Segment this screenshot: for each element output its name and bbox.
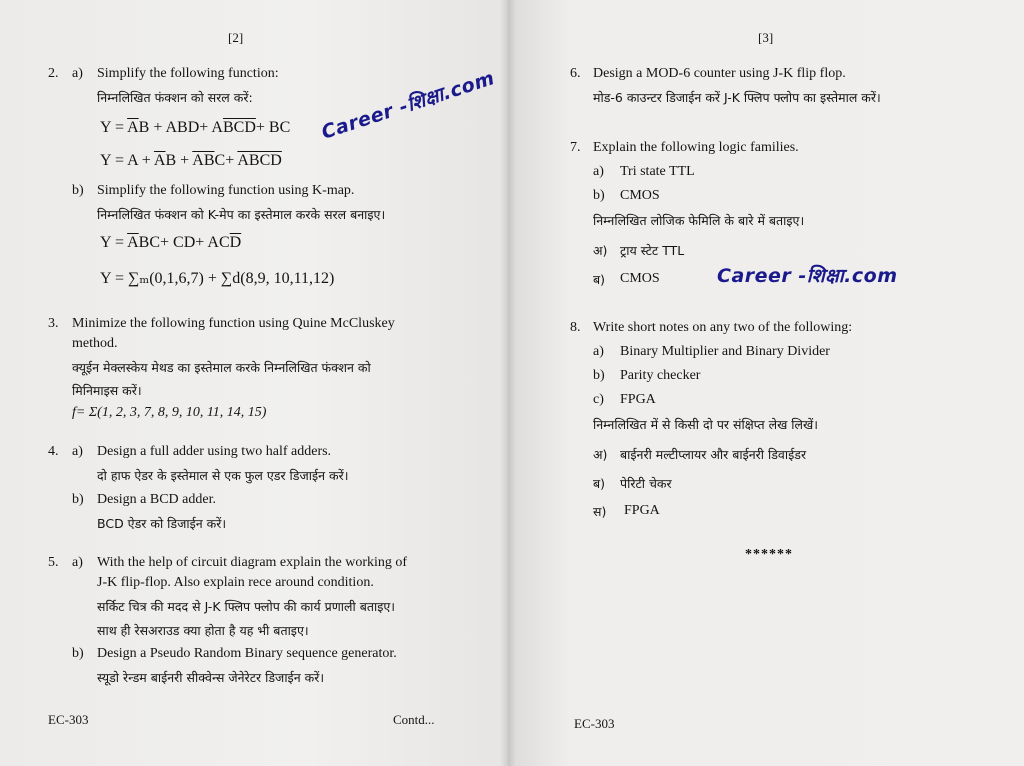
q8-hi-b-text: पेरिटी चेकर xyxy=(620,476,672,491)
q7-hi-a-text: ट्राय स्टेट TTL xyxy=(620,243,685,258)
q8-text-en: Write short notes on any two of the following: xyxy=(593,320,853,335)
q7b-label: b) xyxy=(593,188,605,203)
page-number-right: [3] xyxy=(758,30,774,45)
q5a-text-en-2: J-K flip-flop. Also explain rece around condition. xyxy=(97,575,374,590)
q5a-text-hi-1: सर्किट चित्र की मदद से J-K फ्लिप फ्लोप की कार्य प्रणाली बताइए। xyxy=(97,599,395,614)
page-fold xyxy=(500,0,516,766)
q8b-label: b) xyxy=(593,368,605,383)
q2b-text-en: Simplify the following function using K-map. xyxy=(97,183,355,198)
q2a-equation-1: $Y = \overline{A}B + ABD+ A\overline{BCD}+$ BC xyxy=(100,119,291,136)
q6-text-en: Design a MOD-6 counter using J-K flip flop. xyxy=(593,66,846,81)
q3-text-hi-1: क्यूईन मेक्लस्केय मेथड का इस्तेमाल करके निम्नलिखित फंक्शन को xyxy=(72,360,371,375)
q2a-equation-2: $Y = A + \overline{A}B + \overline{AB}C+$ ABCD xyxy=(100,152,282,169)
q8-hi-a-label: अ) xyxy=(593,447,608,462)
q8b-text: Parity checker xyxy=(620,368,701,383)
footer-code-right: EC-303 xyxy=(574,716,615,731)
q3-text-hi-2: मिनिमाइस करें। xyxy=(72,383,142,398)
q8-hi-a-text: बाईनरी मल्टीप्लायर और बाईनरी डिवाईडर xyxy=(620,447,807,462)
watermark-left: Career -शिक्षा.com xyxy=(318,67,498,144)
q7-text-en: Explain the following logic families. xyxy=(593,140,799,155)
q5b-label: b) xyxy=(72,646,84,661)
end-of-paper-mark: ****** xyxy=(745,547,793,562)
q4b-label: b) xyxy=(72,492,84,507)
q7-hi-b-text: CMOS xyxy=(620,271,660,286)
q2a-text-hi: निम्नलिखित फंक्शन को सरल करें: xyxy=(97,90,253,105)
q3-text-en-2: method. xyxy=(72,336,118,351)
q7-text-hi: निम्नलिखित लोजिक फेमिलि के बारे में बताइए। xyxy=(593,213,805,228)
q7a-label: a) xyxy=(593,164,604,179)
q4a-text-hi: दो हाफ ऐडर के इस्तेमाल से एक फुल एडर डिजाईन करें। xyxy=(97,468,349,483)
q8-text-hi: निम्नलिखित में से किसी दो पर संक्षिप्त लेख लिखें। xyxy=(593,417,818,432)
q8a-text: Binary Multiplier and Binary Divider xyxy=(620,344,830,359)
q7-hi-a-label: अ) xyxy=(593,243,608,258)
q4-number: 4. xyxy=(48,444,59,459)
q8-hi-c-label: स) xyxy=(593,504,607,519)
q8a-label: a) xyxy=(593,344,604,359)
q7-hi-b-label: ब) xyxy=(593,272,606,287)
q7-number: 7. xyxy=(570,140,581,155)
q7a-text: Tri state TTL xyxy=(620,164,695,179)
q5-number: 5. xyxy=(48,555,59,570)
q7b-text: CMOS xyxy=(620,188,660,203)
q2b-equation-1: $Y = \overline{A}BC+ CD+ AC\overline{D}$ xyxy=(100,234,242,251)
q5b-text-hi: स्यूडो रेन्डम बाईनरी सीक्वेन्स जेनेरेटर डिजाईन करें। xyxy=(97,670,325,685)
q5a-text-hi-2: साथ ही रेसअराउड क्या होता है यह भी बताइए। xyxy=(97,623,309,638)
q5a-label: a) xyxy=(72,555,83,570)
page-number-left: [2] xyxy=(228,30,244,45)
q5a-text-en-1: With the help of circuit diagram explain the working of xyxy=(97,555,408,570)
q4a-text-en: Design a full adder using two half adders. xyxy=(97,444,332,459)
q3-number: 3. xyxy=(48,316,59,331)
q8c-text: FPGA xyxy=(620,392,656,407)
q4b-text-en: Design a BCD adder. xyxy=(97,492,216,507)
q8-number: 8. xyxy=(570,320,581,335)
q2b-equation-2: Y = ∑ₘ(0,1,6,7) + ∑d(8,9, 10,11,12) xyxy=(100,270,335,287)
right-page xyxy=(508,0,1024,766)
q2a-label: a) xyxy=(72,66,83,81)
q5b-text-en: Design a Pseudo Random Binary sequence generator. xyxy=(97,646,397,661)
q4b-text-hi: BCD ऐडर को डिजाईन करें। xyxy=(97,516,227,531)
q4a-label: a) xyxy=(72,444,83,459)
q8c-label: c) xyxy=(593,392,604,407)
q3-equation: f= Σ(1, 2, 3, 7, 8, 9, 10, 11, 14, 15) xyxy=(72,405,267,420)
q6-number: 6. xyxy=(570,66,581,81)
q2-number: 2. xyxy=(48,66,59,81)
q8-hi-c-text: FPGA xyxy=(624,503,660,518)
q8-hi-b-label: ब) xyxy=(593,476,606,491)
q2b-label: b) xyxy=(72,183,84,198)
q2a-text-en: Simplify the following function: xyxy=(97,66,279,81)
q6-text-hi: मोड-6 काउन्टर डिजाईन करें J-K फ्लिप फ्लोप का इस्तेमाल करें। xyxy=(593,90,881,105)
footer-contd: Contd... xyxy=(393,712,435,727)
watermark-right: Career -शिक्षा.com xyxy=(717,265,898,287)
q3-text-en-1: Minimize the following function using Quine McCluskey xyxy=(72,316,395,331)
q2b-text-hi: निम्नलिखित फंक्शन को K-मेप का इस्तेमाल करके सरल बनाइए। xyxy=(97,207,386,222)
footer-code-left: EC-303 xyxy=(48,712,89,727)
